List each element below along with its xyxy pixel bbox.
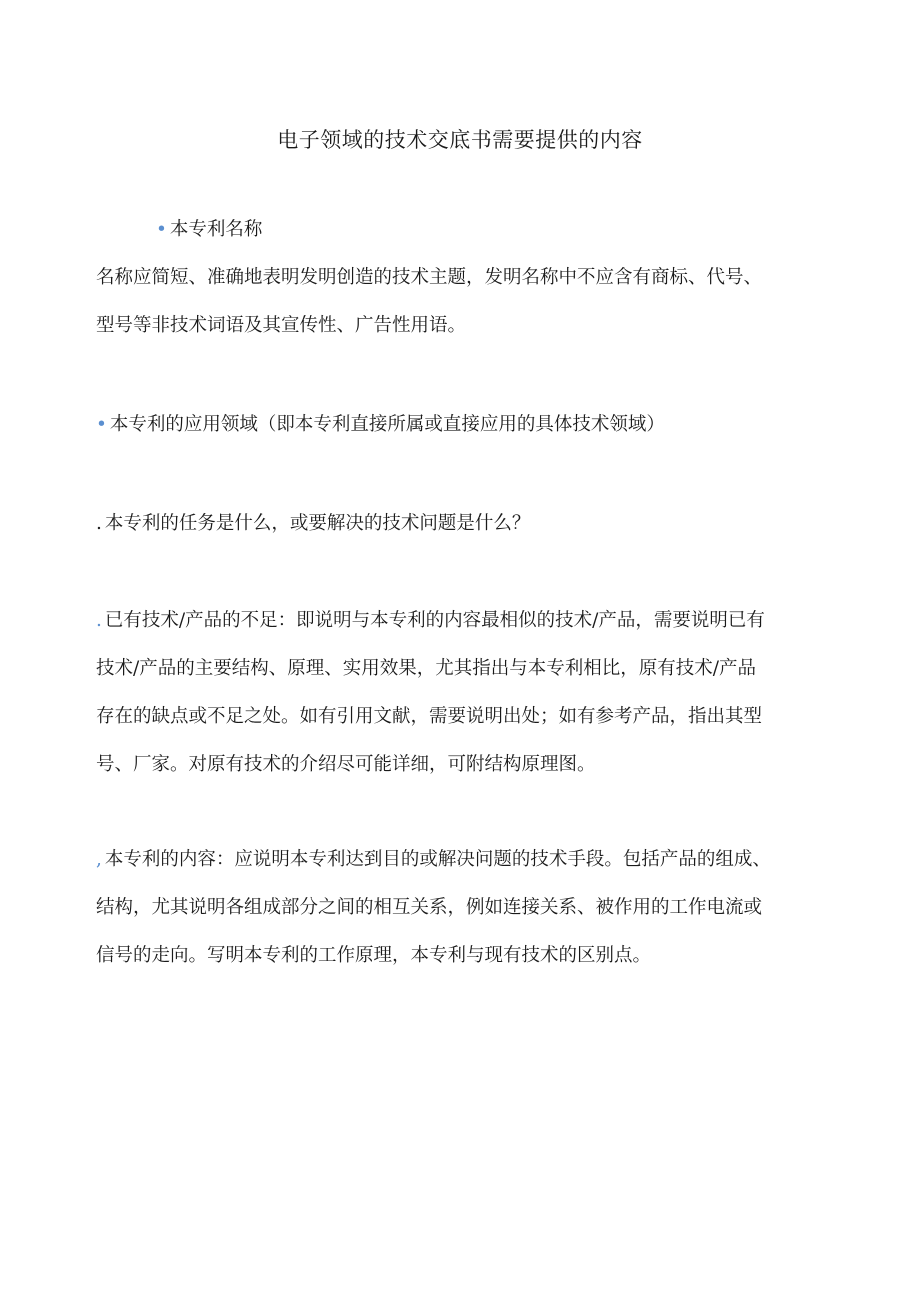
section-patent-content (96, 836, 826, 980)
bullet-marker: • (96, 414, 107, 435)
paragraph-line: 名称应简短、准确地表明发明创造的技术主题，发明名称中不应含有商标、代号、 (96, 267, 763, 288)
section-heading: . 本专利的任务是什么，或要解决的技术问题是什么？ (96, 500, 826, 548)
paragraph-line: 技术/产品的主要结构、原理、实用效果，尤其指出与本专利相比，原有技术/产品 (96, 658, 756, 679)
section-prior-art (96, 597, 826, 789)
section-technical-problem (96, 500, 826, 548)
paragraph-line: 存在的缺点或不足之处。如有引用文献，需要说明出处；如有参考产品，指出其型 (96, 706, 763, 727)
section-patent-name (96, 206, 826, 350)
bullet-marker: . (96, 610, 102, 631)
paragraph-line: , 本专利的内容：应说明本专利达到目的或解决问题的技术手段。包括产品的组成、 (96, 836, 826, 884)
document-title: 电子领域的技术交底书需要提供的内容 (277, 128, 643, 152)
bullet-marker: . (96, 513, 102, 534)
bullet-marker: , (96, 849, 102, 870)
section-application-field (96, 401, 826, 449)
section-heading: • 本专利的应用领域（即本专利直接所属或直接应用的具体技术领域） (96, 401, 826, 449)
paragraph-line: 信号的走向。写明本专利的工作原理，本专利与现有技术的区别点。 (96, 945, 652, 966)
section-heading: • 本专利名称 (96, 206, 826, 254)
paragraph-line: 型号等非技术词语及其宣传性、广告性用语。 (96, 315, 467, 336)
paragraph-line: . 已有技术/产品的不足：即说明与本专利的内容最相似的技术/产品，需要说明已有 (96, 597, 826, 645)
bullet-marker: • (156, 219, 167, 240)
paragraph-line: 结构，尤其说明各组成部分之间的相互关系，例如连接关系、被作用的工作电流或 (96, 897, 763, 918)
paragraph-line: 号、厂家。对原有技术的介绍尽可能详细，可附结构原理图。 (96, 754, 596, 775)
